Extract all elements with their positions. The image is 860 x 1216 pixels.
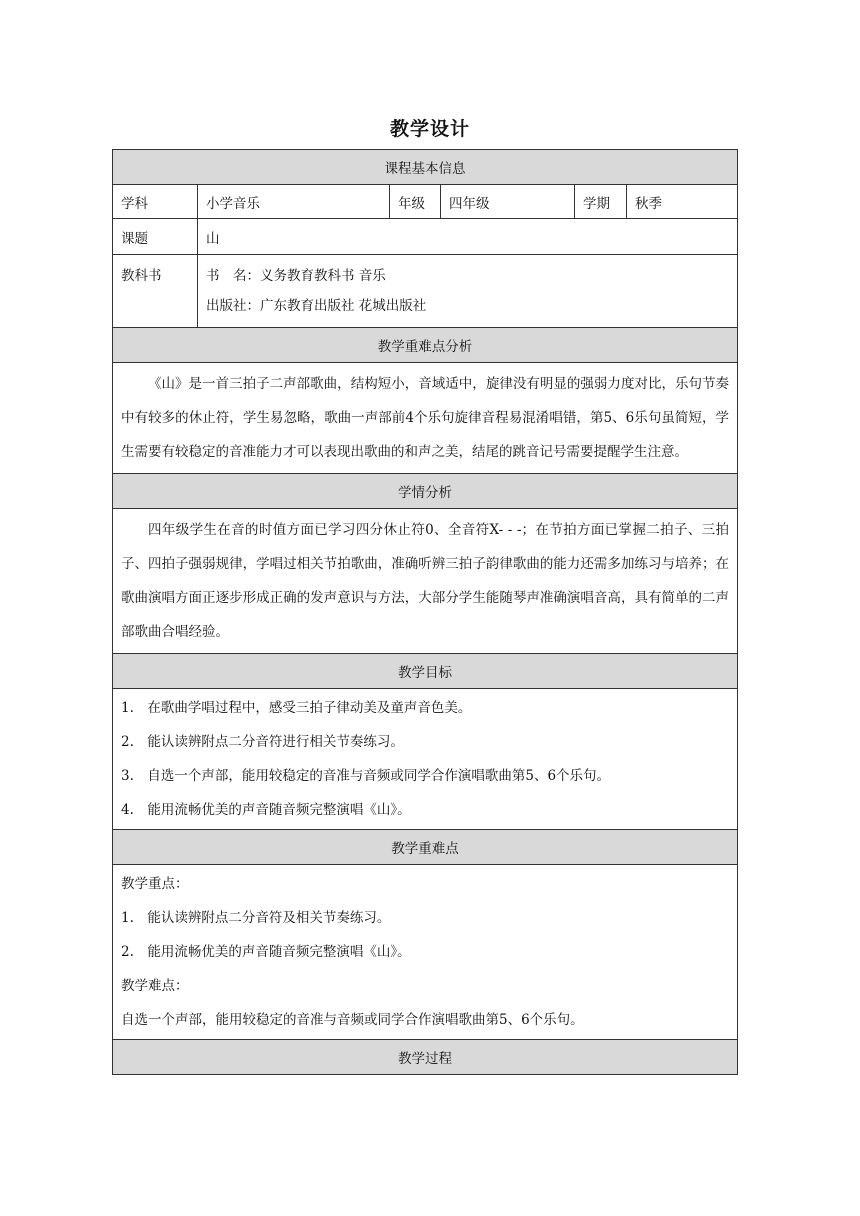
document-title: 教学设计 (389, 118, 470, 140)
focus-label: 教学重点： (121, 876, 189, 892)
goals-list (113, 689, 738, 830)
topic-label: 课题 (113, 219, 198, 255)
analysis-header: 教学重难点分析 (113, 328, 738, 363)
subject-value: 小学音乐 (198, 185, 390, 219)
analysis-text: 《山》是一首三拍子二声部歌曲，结构短小，音域适中，旋律没有明显的强弱力度对比，乐句节奏中有较多的休止符，学生易忽略，歌曲一声部前4个乐句旋律音程易混淆唱错，第5、6乐句虽简短，学生需要有较稳定的音准能力才可以表现出歌曲的和声之美，结尾的跳音记号需要提醒学生注意。 (113, 363, 738, 474)
term-label: 学期 (575, 185, 627, 219)
term-value: 秋季 (627, 185, 738, 219)
students-header: 学情分析 (113, 474, 738, 509)
textbook-label: 教科书 (113, 255, 198, 328)
difficulty-text: 自选一个声部，能用较稳定的音准与音频或同学合作演唱歌曲第5、6个乐句。 (121, 1012, 584, 1028)
goals-header: 教学目标 (113, 654, 738, 689)
goal-item: 3. 自选一个声部，能用较稳定的音准与音频或同学合作演唱歌曲第5、6个乐句。 (121, 768, 611, 784)
textbook-name: 书 名：义务教育教科书 音乐 (206, 268, 386, 284)
topic-value: 山 (198, 219, 738, 255)
keypoints-header: 教学重难点 (113, 830, 738, 865)
focus-item: 1. 能认读辨附点二分音符及相关节奏练习。 (121, 910, 391, 926)
basic-info-header: 课程基本信息 (113, 150, 738, 185)
grade-value: 四年级 (441, 185, 575, 219)
focus-item: 2. 能用流畅优美的声音随音频完整演唱《山》。 (121, 944, 411, 960)
goal-item: 2. 能认读辨附点二分音符进行相关节奏练习。 (121, 734, 404, 750)
textbook-publisher: 出版社：广东教育出版社 花城出版社 (206, 298, 427, 314)
goal-item: 4. 能用流畅优美的声音随音频完整演唱《山》。 (121, 802, 411, 818)
students-text: 四年级学生在音的时值方面已学习四分休止符0、全音符X- - -；在节拍方面已掌握二拍子、三拍子、四拍子强弱规律，学唱过相关节拍歌曲，准确听辨三拍子韵律歌曲的能力还需多加练习与培养；在歌曲演唱方面正逐步形成正确的发声意识与方法，大部分学生能随琴声准确演唱音高，具有简单的二声部歌曲合唱经验。 (113, 509, 738, 654)
goal-item: 1. 在歌曲学唱过程中，感受三拍子律动美及童声音色美。 (121, 700, 472, 716)
subject-label: 学科 (113, 185, 198, 219)
process-header: 教学过程 (113, 1040, 738, 1075)
lesson-plan-table (112, 149, 738, 1075)
textbook-value (198, 255, 738, 328)
difficulty-label: 教学难点： (121, 978, 189, 994)
keypoints-body (113, 865, 738, 1040)
grade-label: 年级 (390, 185, 441, 219)
